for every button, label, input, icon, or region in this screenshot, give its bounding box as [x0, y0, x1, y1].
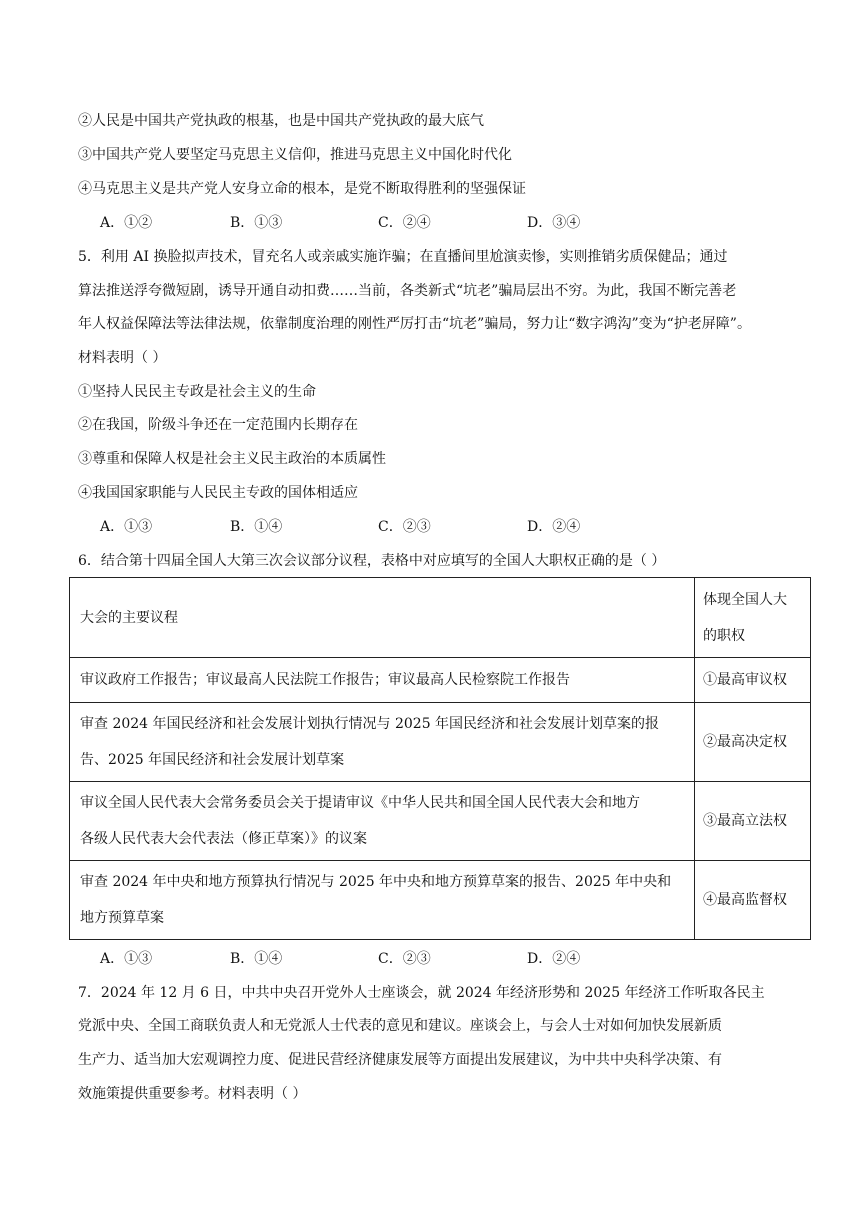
q5-stem-line-3: 年人权益保障法等法律法规，依靠制度治理的刚性严厉打击“坑老”骗局，努力让“数字鸿沟”变为“护老屏障”。	[78, 316, 751, 332]
q5-stem-line-1: 5．利用 AI 换脸拟声技术，冒充名人或亲戚实施诈骗；在直播间里尬演卖惨，实则推销劣质保健品；通过	[78, 249, 728, 265]
choice-d: D．②④	[527, 519, 581, 535]
prev-option-2: ②人民是中国共产党执政的根基，也是中国共产党执政的最大底气	[78, 113, 484, 129]
choice-c: C．②③	[378, 951, 431, 967]
q5-stem-line-2: 算法推送浮夸微短剧，诱导开通自动扣费……当前，各类新式“坑老”骗局层出不穷。为此，我国不断完善老	[78, 283, 737, 299]
power-cell: ④最高监督权	[695, 861, 811, 940]
prev-option-4: ④马克思主义是共产党人安身立命的根本，是党不断取得胜利的坚强保证	[78, 181, 526, 197]
table-row	[70, 658, 811, 703]
prev-option-3: ③中国共产党人要坚定马克思主义信仰，推进马克思主义中国化时代化	[78, 147, 512, 163]
table-row	[70, 703, 811, 782]
agenda-cell: 审议全国人民代表大会常务委员会关于提请审议《中华人民共和国全国人民代表大会和地方 各级人民代表大会代表法（修正草案）》的议案	[70, 782, 695, 861]
q7-stem-line-3: 生产力、适当加大宏观调控力度、促进民营经济健康发展等方面提出发展建议，为中共中央科学决策、有	[78, 1052, 722, 1068]
power-cell: ②最高决定权	[695, 703, 811, 782]
table-row	[70, 861, 811, 940]
table-header-row	[70, 578, 811, 658]
agenda-cell: 审议政府工作报告；审议最高人民法院工作报告；审议最高人民检察院工作报告	[70, 658, 695, 703]
agenda-cell: 审查 2024 年中央和地方预算执行情况与 2025 年中央和地方预算草案的报告、2025 年中央和 地方预算草案	[70, 861, 695, 940]
choice-a: A．①③	[100, 951, 153, 967]
q7-stem-line-2: 党派中央、全国工商联负责人和无党派人士代表的意见和建议。座谈会上，与会人士对如何加快发展新质	[78, 1018, 722, 1034]
q5-option-3: ③尊重和保障人权是社会主义民主政治的本质属性	[78, 451, 386, 467]
choice-c: C．②③	[378, 519, 431, 535]
choice-b: B．①④	[230, 519, 283, 535]
q7-stem-line-1: 7．2024 年 12 月 6 日，中共中央召开党外人士座谈会，就 2024 年经济形势和 2025 年经济工作听取各民主	[78, 985, 765, 1001]
choice-a: A．①②	[100, 215, 153, 231]
q6-stem: 6．结合第十四届全国人大第三次会议部分议程，表格中对应填写的全国人大职权正确的是（ ）	[78, 553, 666, 569]
q5-stem-line-4: 材料表明（ ）	[78, 350, 167, 366]
choice-c: C．②④	[378, 215, 431, 231]
choice-b: B．①③	[230, 215, 283, 231]
agenda-cell: 审查 2024 年国民经济和社会发展计划执行情况与 2025 年国民经济和社会发展计划草案的报 告、2025 年国民经济和社会发展计划草案	[70, 703, 695, 782]
q5-option-4: ④我国国家职能与人民民主专政的国体相适应	[78, 485, 358, 501]
header-power: 体现全国人大 的职权	[695, 578, 811, 658]
choice-d: D．③④	[527, 215, 581, 231]
choice-d: D．②④	[527, 951, 581, 967]
header-agenda: 大会的主要议程	[70, 578, 695, 658]
q5-option-2: ②在我国，阶级斗争还在一定范围内长期存在	[78, 417, 358, 433]
power-cell: ①最高审议权	[695, 658, 811, 703]
choice-b: B．①④	[230, 951, 283, 967]
q5-option-1: ①坚持人民民主专政是社会主义的生命	[78, 384, 316, 400]
table-row	[70, 782, 811, 861]
choice-a: A．①③	[100, 519, 153, 535]
power-cell: ③最高立法权	[695, 782, 811, 861]
npc-powers-table	[69, 577, 811, 940]
q7-stem-line-4: 效施策提供重要参考。材料表明（ ）	[78, 1086, 307, 1102]
